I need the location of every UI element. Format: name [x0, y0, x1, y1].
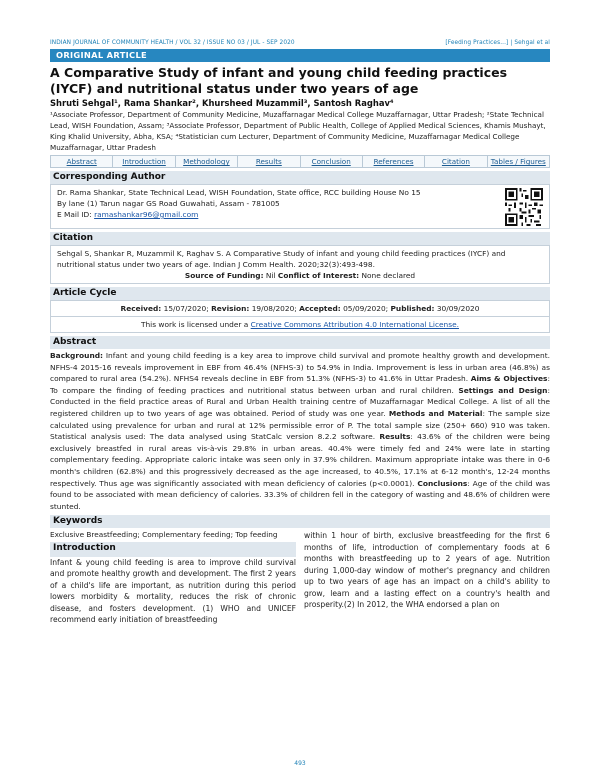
introduction-right-text: within 1 hour of birth, exclusive breastfeeding for the first 6 months of life, introduction of complementary foods at 6 months with breastfeeding up to 2 years of age. Nutrition during 1,000-day window of mother's pregnancy and children up to two years of age has an impact on a child's ability to grow, learn and a lasting effect on a country's health and prosperity.(2) In 2012, the WHA endorsed a plan on — [304, 531, 550, 610]
nav-citation[interactable]: Citation — [425, 156, 487, 167]
article-cycle-heading: Article Cycle — [50, 287, 550, 300]
citation-box — [50, 245, 550, 284]
abstract-body: Background: Infant and young child feeding is a key area to improve child survival and promote healthy growth and development. NFHS-4 2015-16 reveals improvement in EBF from 46.4% (NFHS-3) to 54.9% in India. Improvement is less in urban area (46.8%) as compared to rural area (54.2%). NFHS4 reveals decline in EBF from 51.3% (NFHS-3) to 41.6% in Uttar Pradesh. Aims & Objectives: To compare the finding of feeding practices and nutritional status between urban and rural children. Settings and Design: Conducted in the field practice areas of Rural and Urban Health training centre of Muzaffarnagar Medical College. A list of all the registered children up to two years of age was obtained. Period of study was one year. Methods and Material: The sample size calculated using prevalence for urban and rural at 12% permissible error of P. The total sample size (250+ 660) 910 was taken. Statistical analysis used: The data analysed using StatCalc version 8.2.2 software. Results: 43.6% of the children were being exclusively breastfed in rural areas vis-à-vis 29.8% in urban areas. 40.4% were timely fed and 24% were late in starting complementary feeding. Appropriate caloric intake was seen only in 37.9% children. Maximum appropriate intake was there in 0-6 month's children (62.8%) and this progressively decreased as the age increased, to 40.5%, 17.1% at 6-12 month's, 12-24 months respectively. Thus age was significantly associated with mean deficiency of calories (p<0.0001). Conclusions: Age of the child was found to be associated with mean deficiency of calories. 33.3% of children fell in the category of wasting and 48.6% of children were stunted. — [50, 351, 550, 511]
keywords-text: Exclusive Breastfeeding; Complementary feeding; Top feeding — [50, 530, 278, 540]
nav-tables-figures[interactable]: Tables / Figures — [488, 156, 549, 167]
license-link[interactable]: Creative Commons Attribution 4.0 International License. — [250, 320, 459, 329]
nav-methodology[interactable]: Methodology — [176, 156, 238, 167]
introduction-right-column — [304, 530, 550, 626]
section-nav — [50, 155, 550, 168]
corresponding-address-line1: Dr. Rama Shankar, State Technical Lead, WISH Foundation, State office, RCC building House No 15 — [57, 188, 421, 197]
article-page — [50, 40, 550, 626]
nav-abstract[interactable]: Abstract — [51, 156, 113, 167]
citation-text: Sehgal S, Shankar R, Muzammil K, Raghav S. A Comparative Study of infant and young child feeding practices (IYCF) and nutritional status under two years of age. Indian J Comm Health. 2020;32(3):493-498. — [57, 249, 506, 269]
email-link[interactable]: ramashankar96@gmail.com — [94, 210, 199, 219]
citation-heading: Citation — [50, 232, 550, 245]
corresponding-author-box — [50, 184, 550, 229]
qr-code-icon — [505, 188, 543, 226]
article-type-banner: ORIGINAL ARTICLE — [50, 49, 550, 62]
funding-line: Source of Funding: Nil Conflict of Interest: None declared — [184, 271, 416, 280]
nav-results[interactable]: Results — [238, 156, 300, 167]
article-cycle-dates: Received: 15/07/2020; Revision: 19/08/2020; Accepted: 05/09/2020; Published: 30/09/2020 — [50, 300, 550, 317]
corresponding-address-line2: By lane (1) Tarun nagar GS Road Guwahati, Assam - 781005 — [57, 199, 280, 208]
running-title: [Feeding Practices...] | Sehgal et al — [445, 40, 550, 46]
author-list: Shruti Sehgal¹, Rama Shankar², Khursheed Muzammil³, Santosh Raghav⁴ — [50, 98, 394, 108]
introduction-heading: Introduction — [50, 542, 296, 557]
introduction-left-text: Infant & young child feeding is area to improve child survival and promote healthy growth and development. The first 2 years of a child's life are important, as nutrition during this period lowers morbidity & mortality, reduces the risk of chronic disease, and fosters development. (1) WHO and UNICEF recommend early initiation of breastfeeding — [50, 557, 296, 625]
nav-references[interactable]: References — [363, 156, 425, 167]
article-title: A Comparative Study of infant and young child feeding practices (IYCF) and nutritional status under two years of age — [50, 65, 508, 96]
nav-introduction[interactable]: Introduction — [113, 156, 175, 167]
page-number: 493 — [294, 760, 306, 767]
abstract-heading: Abstract — [50, 336, 550, 349]
affiliations: ¹Associate Professor, Department of Community Medicine, Muzaffarnagar Medical College Muzaffarnagar, Uttar Pradesh; ²State Technical Lead, WISH Foundation, Assam; ³Associate Professor, Department of Public Health, College of Applied Medical Sciences, Khamis Mushayt, King Khalid University, Abha, KSA; ⁴Statistician cum Lecturer, Department of Community Medicine, Muzaffarnagar Medical College Muzaffarnagar, Uttar Pradesh — [50, 110, 546, 152]
email-label: E Mail ID: — [57, 210, 95, 219]
journal-info: INDIAN JOURNAL OF COMMUNITY HEALTH / VOL 32 / ISSUE NO 03 / JUL - SEP 2020 — [50, 40, 295, 46]
keywords-heading: Keywords — [50, 515, 550, 528]
introduction-left-column — [50, 540, 296, 626]
license-box: This work is licensed under a Creative Commons Attribution 4.0 International License. — [50, 317, 550, 333]
nav-conclusion[interactable]: Conclusion — [301, 156, 363, 167]
journal-header — [50, 40, 550, 46]
corresponding-author-heading: Corresponding Author — [50, 171, 550, 184]
